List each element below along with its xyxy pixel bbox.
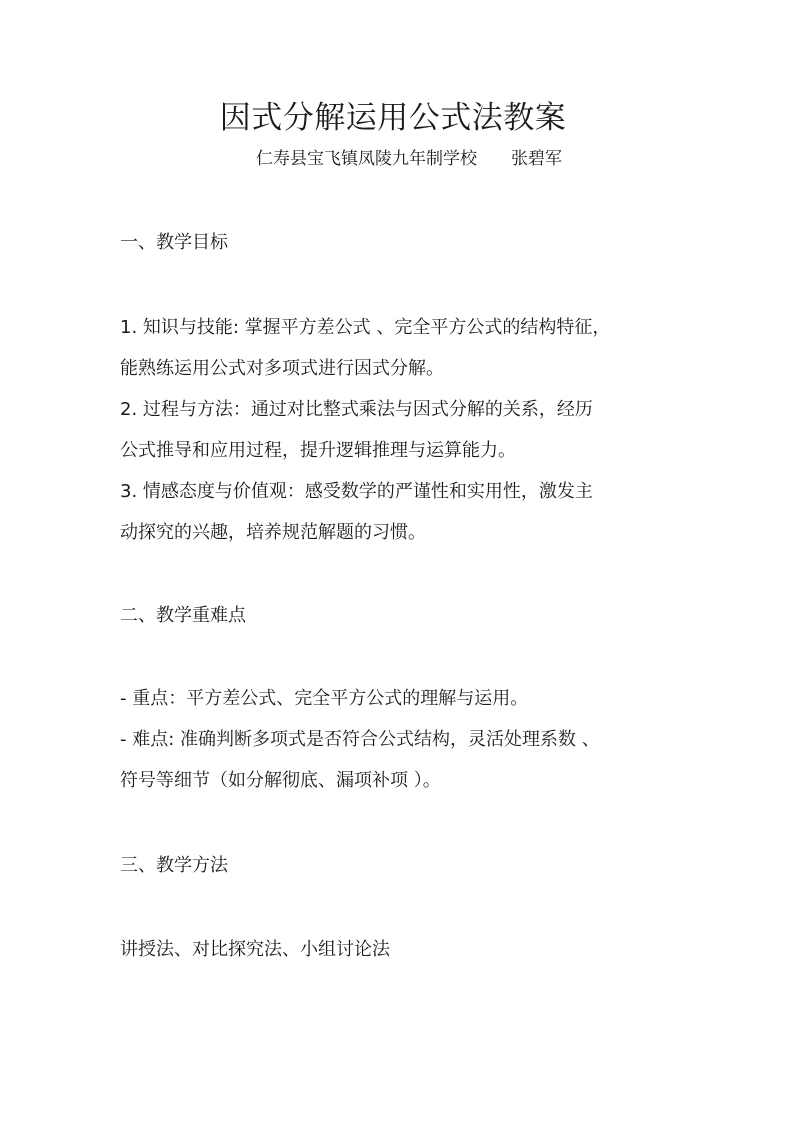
text-line: 讲授法、对比探究法、小组讨论法 (120, 939, 390, 960)
school-name: 仁寿县宝飞镇凤陵九年制学校 (256, 149, 477, 169)
text-line: 3. 情感态度与价值观：感受数学的严谨性和实用性，激发主 (120, 481, 593, 502)
document-title: 因式分解运用公式法教案 (219, 100, 567, 136)
paragraph-difficult-point (120, 719, 680, 801)
text-line: 公式推导和应用过程，提升逻辑推理与运算能力。 (120, 440, 516, 461)
text-line: 动探究的兴趣，培养规范解题的习惯。 (120, 522, 426, 543)
section-heading-methods: 三、教学方法 (120, 855, 228, 876)
paragraph-key-point (120, 678, 680, 719)
paragraph-objective-3 (120, 471, 680, 553)
text-line: 1. 知识与技能: 掌握平方差公式 、完全平方公式的结构特征， (120, 317, 611, 338)
section-heading-key-points: 二、教学重难点 (120, 605, 246, 626)
text-line: 符号等细节（如分解彻底、漏项补项 ）。 (120, 770, 441, 791)
paragraph-methods (120, 929, 680, 970)
text-line: 2. 过程与方法：通过对比整式乘法与因式分解的关系，经历 (120, 399, 593, 420)
text-line: - 重点：平方差公式、完全平方公式的理解与运用。 (120, 688, 529, 709)
author-line (256, 146, 562, 172)
text-line: 能熟练运用公式对多项式进行因式分解。 (120, 358, 444, 379)
text-line: - 难点: 准确判断多项式是否符合公式结构，灵活处理系数 、 (120, 729, 600, 750)
paragraph-objective-1 (120, 307, 680, 389)
section-heading-objectives: 一、教学目标 (120, 232, 228, 253)
paragraph-objective-2 (120, 389, 680, 471)
author-name: 张碧军 (511, 149, 562, 169)
